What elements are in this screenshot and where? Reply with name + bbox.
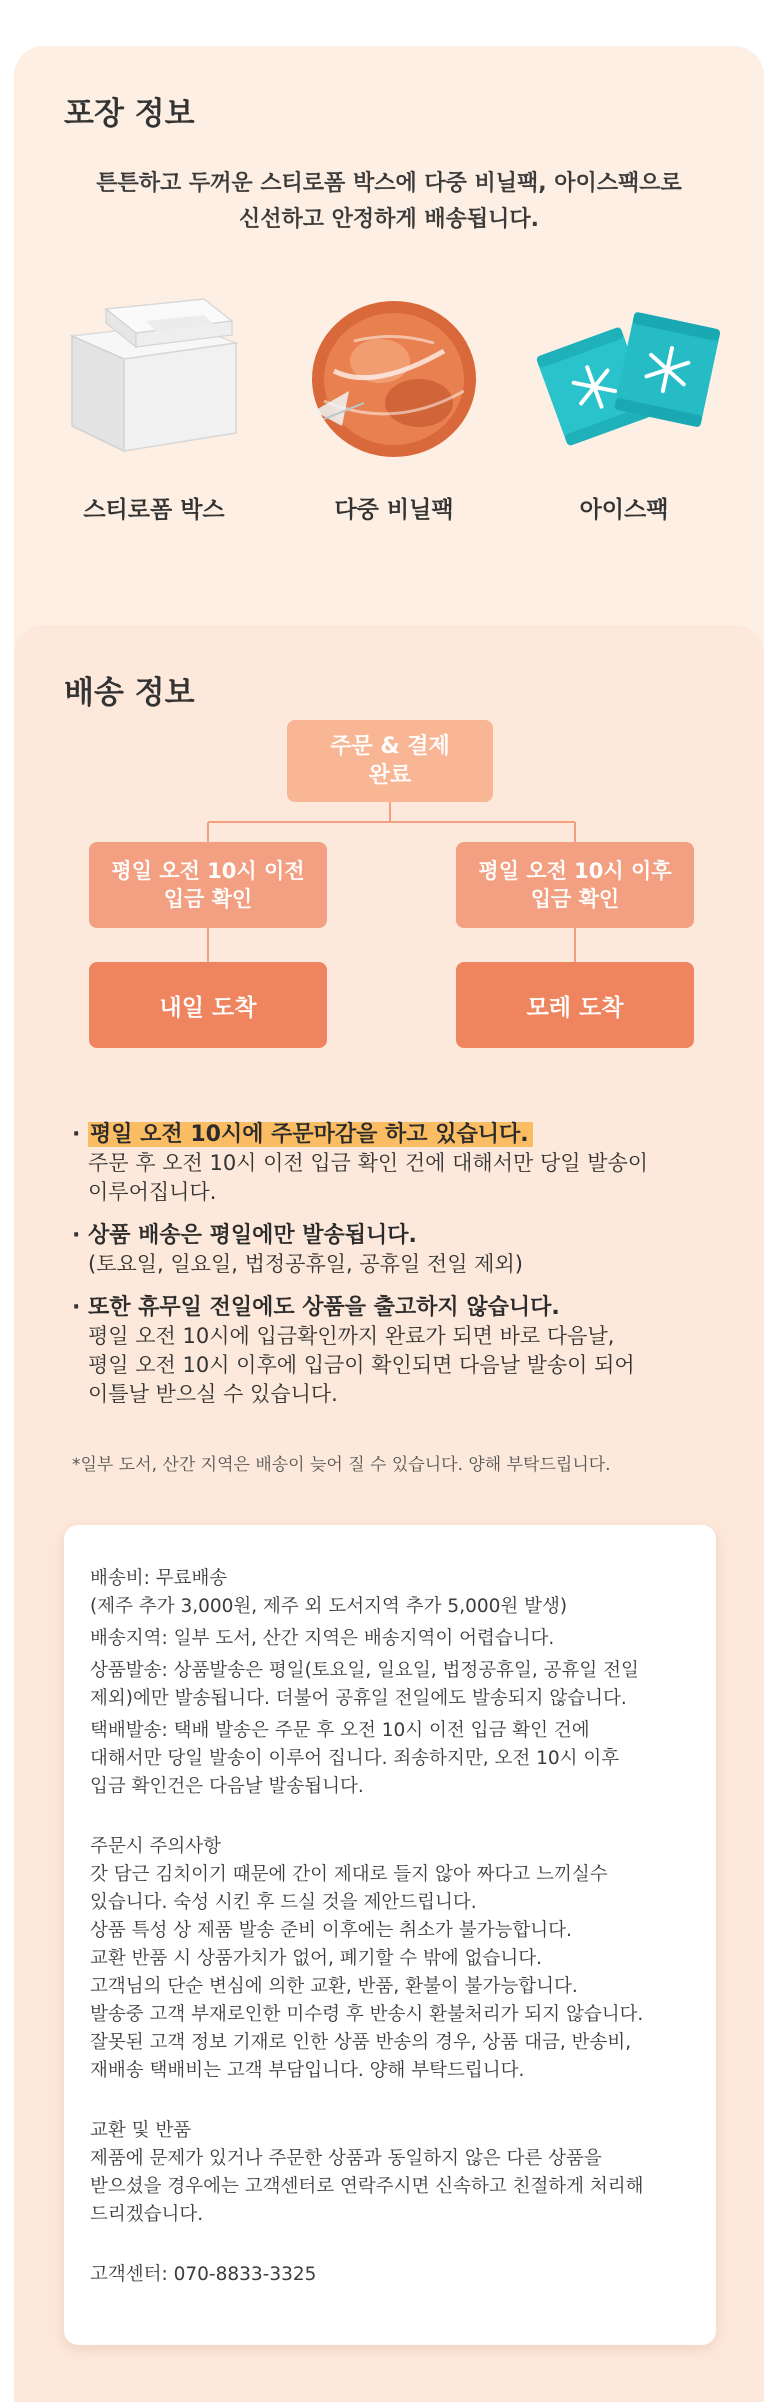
customer-center [90,2261,690,2289]
shipping-footnote: *일부 도서, 산간 지역은 배송이 늦어 질 수 있습니다. 양해 부탁드립니다. [72,1455,611,1475]
exchange-return [90,2117,690,2229]
info-line: 대해서만 당일 발송이 이루어 집니다. 죄송하지만, 오전 10시 이후 [90,1748,620,1769]
flow-before-10am [89,842,327,928]
note-line: 주문 후 오전 10시 이전 입금 확인 건에 대해서만 당일 발송이 [88,1151,649,1175]
flow-text: 주문 & 결제 [330,734,450,759]
bullet: · [72,1223,81,1248]
flow-arrive-day-after: 모레 도착 [456,962,694,1048]
styrofoam-box-icon [54,291,254,461]
note-line: 평일 오전 10시 이후에 입금이 확인되면 다음날 발송이 되어 [88,1353,635,1377]
pack-item-label: 스티로폼 박스 [83,497,225,523]
flow-order-complete [287,720,493,802]
caution-line: 상품 특성 상 제품 발송 준비 이후에는 취소가 불가능합니다. [90,1920,572,1941]
note-body [88,1250,732,1279]
flow-text: 입금 확인 [530,887,620,911]
note-line: 평일 오전 10시에 입금확인까지 완료가 되면 바로 다음날, [88,1324,615,1348]
note-body [88,1322,732,1409]
note-heading: 또한 휴무일 전일에도 상품을 출고하지 않습니다. [88,1295,560,1320]
note-heading: 상품 배송은 평일에만 발송됩니다. [88,1223,417,1248]
bullet: · [72,1122,81,1147]
order-cautions [90,1833,690,2085]
info-line: 상품발송: 상품발송은 평일(토요일, 일요일, 법정공휴일, 공휴일 전일 [90,1660,639,1681]
packaging-desc-line: 신선하고 안정하게 배송됩니다. [239,207,539,232]
note-line: 이루어집니다. [88,1180,217,1204]
caution-line: 잘못된 고객 정보 기재로 인한 상품 반송의 경우, 상품 대금, 반송비, [90,2032,632,2053]
shipping-title: 배송 정보 [64,675,195,711]
info-line: 배송비: 무료배송 [90,1568,228,1589]
shipping-section [14,625,764,2402]
exchange-line: 드리겠습니다. [90,2204,204,2225]
flow-text: 평일 오전 10시 이전 [111,859,305,883]
packaging-title: 포장 정보 [64,96,195,132]
caution-line: 갓 담근 김치이기 때문에 간이 제대로 들지 않아 짜다고 느끼실수 [90,1864,608,1885]
spacer [90,2089,690,2117]
note-heading: 평일 오전 10시에 주문마감을 하고 있습니다. [88,1122,533,1147]
info-line: 제외)에만 발송됩니다. 더불어 공휴일 전일에도 발송되지 않습니다. [90,1688,627,1709]
flow-after-10am [456,842,694,928]
shipping-note [72,1293,732,1409]
exchange-line: 제품에 문제가 있거나 주문한 상품과 동일하지 않은 다른 상품을 [90,2148,602,2169]
vinyl-pack-icon [294,291,494,461]
pack-item-label: 아이스팩 [579,497,669,523]
pack-item-icepack [524,291,724,524]
caution-line: 있습니다. 숙성 시킨 후 드실 것을 제안드립니다. [90,1892,477,1913]
shipping-area [90,1625,690,1653]
shipping-info-card [64,1525,716,2345]
note-body [88,1149,732,1207]
exchange-title: 교환 및 반품 [90,2120,192,2141]
flow-text: 입금 확인 [163,887,253,911]
shipping-note [72,1120,732,1207]
shipping-courier [90,1717,690,1801]
shipping-dispatch [90,1657,690,1713]
shipping-notes [72,1120,732,1423]
spacer [90,1805,690,1833]
flow-text: 완료 [368,763,412,788]
packaging-description [14,166,764,238]
spacer [90,2233,690,2261]
caution-line: 교환 반품 시 상품가치가 없어, 폐기할 수 밖에 없습니다. [90,1948,542,1969]
pack-item-styrofoam [54,291,254,524]
caution-line: 재배송 택배비는 고객 부담입니다. 양해 부탁드립니다. [90,2060,525,2081]
pack-item-label: 다중 비닐팩 [334,497,454,523]
packaging-section [14,46,764,686]
info-line: (제주 추가 3,000원, 제주 외 도서지역 추가 5,000원 발생) [90,1596,568,1617]
info-line: 배송지역: 일부 도서, 산간 지역은 배송지역이 어렵습니다. [90,1628,555,1649]
flow-arrive-tomorrow: 내일 도착 [89,962,327,1048]
exchange-line: 받으셨을 경우에는 고객센터로 연락주시면 신속하고 친절하게 처리해 [90,2176,644,2197]
caution-line: 고객님의 단순 변심에 의한 교환, 반품, 환불이 불가능합니다. [90,1976,578,1997]
info-line: 입금 확인건은 다음날 발송됩니다. [90,1776,364,1797]
bullet: · [72,1295,81,1320]
caution-line: 발송중 고객 부재로인한 미수령 후 반송시 환불처리가 되지 않습니다. [90,2004,644,2025]
contact-line: 고객센터: 070-8833-3325 [90,2264,317,2285]
info-line: 택배발송: 택배 발송은 주문 후 오전 10시 이전 입금 확인 건에 [90,1720,590,1741]
pack-item-vinyl [294,291,494,524]
packaging-desc-line: 튼튼하고 두꺼운 스티로폼 박스에 다중 비닐팩, 아이스팩으로 [96,171,682,196]
shipping-note [72,1221,732,1279]
note-line: 이틀날 받으실 수 있습니다. [88,1382,338,1406]
ice-pack-icon [524,291,724,461]
caution-title: 주문시 주의사항 [90,1836,221,1857]
flow-text: 평일 오전 10시 이후 [478,859,672,883]
note-line: (토요일, 일요일, 법정공휴일, 공휴일 전일 제외) [88,1252,523,1276]
shipping-fee [90,1565,690,1621]
